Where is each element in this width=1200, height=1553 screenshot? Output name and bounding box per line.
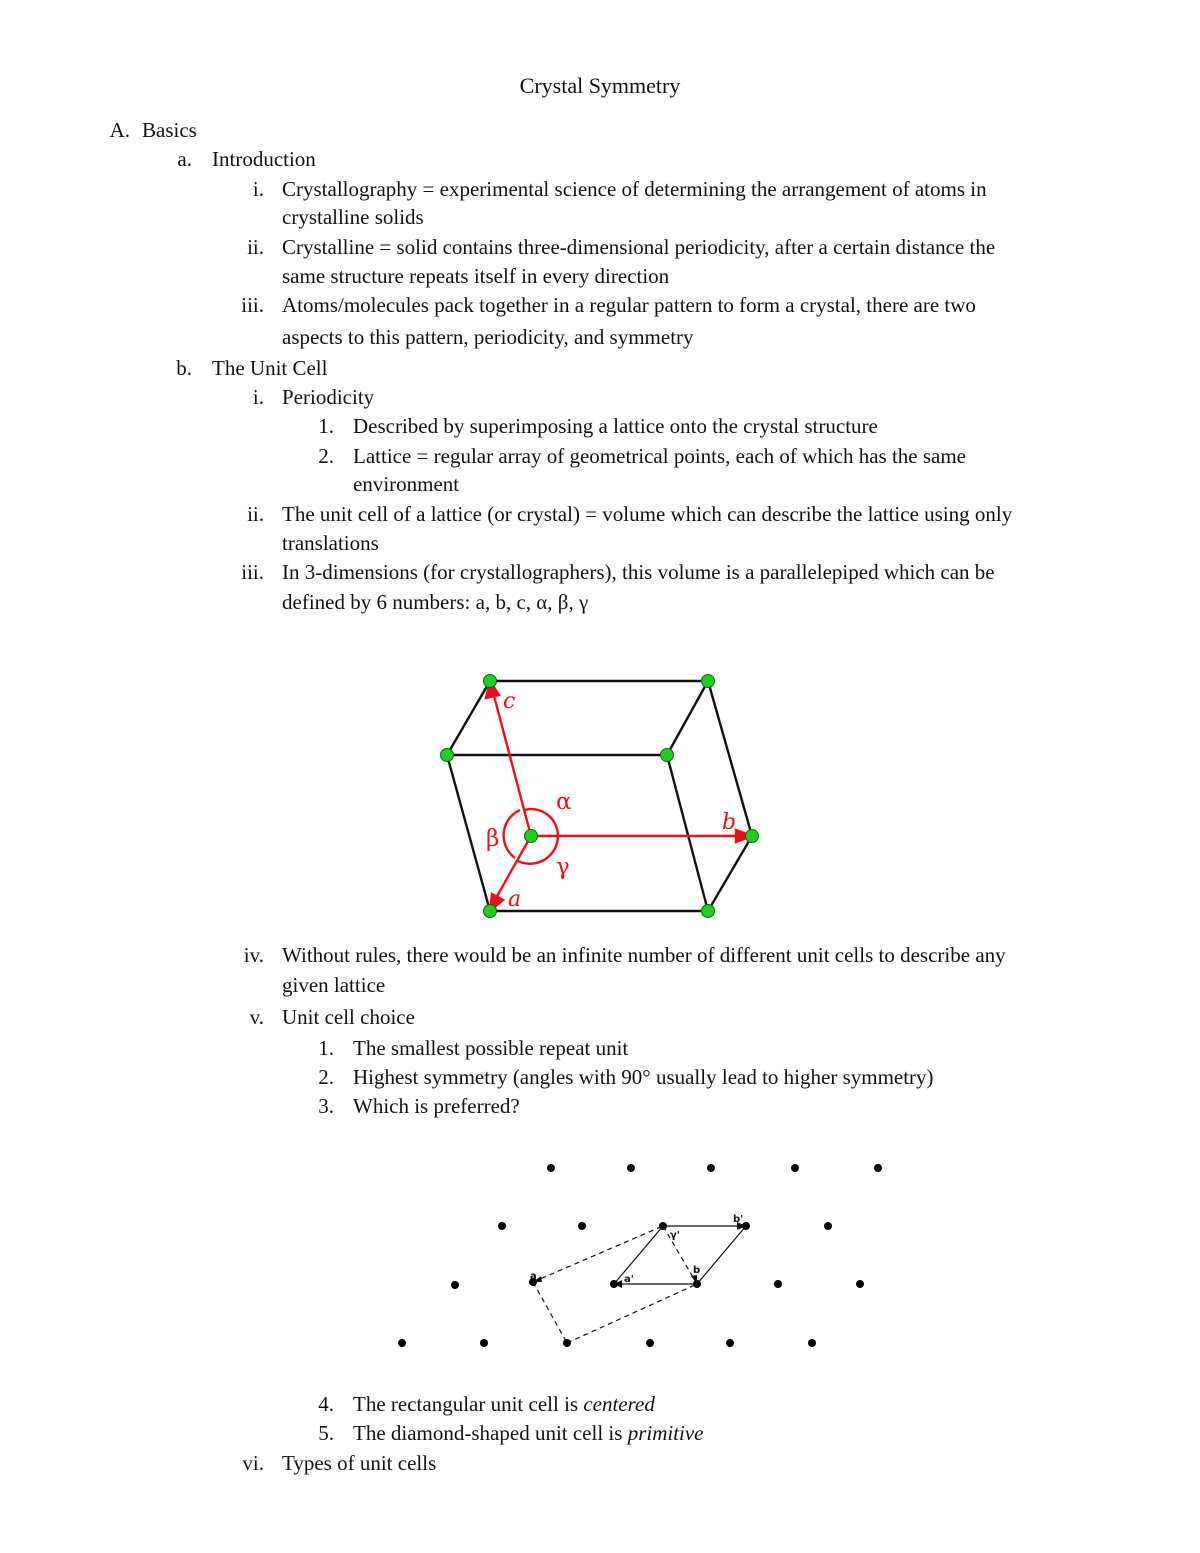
gamma-label: γ — [556, 854, 570, 880]
numbered-marker: 3. — [318, 1094, 334, 1118]
subsection-b-marker: b. — [176, 356, 192, 380]
list-item-marker: ii. — [247, 502, 264, 526]
lattice-point — [547, 1164, 555, 1172]
list-item-text: In 3-dimensions (for crystallographers), this volume is a parallelepiped which can be — [282, 560, 995, 584]
numbered-text: Lattice = regular array of geometrical points, each of which has the same — [353, 444, 966, 468]
list-item-text: Periodicity — [282, 385, 375, 409]
rectangular-cell-edge — [533, 1226, 663, 1282]
b-prime-label: b' — [733, 1214, 744, 1225]
list-item-text: Without rules, there would be an infinite number of different unit cells to describe any — [282, 943, 1006, 967]
emphasis-primitive: primitive — [627, 1421, 704, 1445]
emphasis-centered: centered — [583, 1392, 655, 1416]
subsection-a-heading: Introduction — [212, 147, 316, 171]
b-label: b — [693, 1265, 701, 1276]
section-a-marker: A. — [109, 118, 130, 142]
list-item-text: Unit cell choice — [282, 1005, 415, 1029]
lattice-point — [874, 1164, 882, 1172]
list-item-text: crystalline solids — [282, 205, 424, 229]
rectangular-cell-edge — [533, 1282, 567, 1343]
list-item-text: same structure repeats itself in every direction — [282, 264, 670, 288]
numbered-marker: 5. — [318, 1421, 334, 1445]
list-item-marker: i. — [252, 177, 264, 201]
numbered-marker: 1. — [318, 1036, 334, 1060]
gamma-prime-label: γ' — [670, 1230, 680, 1241]
numbered-text — [353, 1421, 704, 1445]
lattice-point — [774, 1280, 782, 1288]
numbered-text: The smallest possible repeat unit — [353, 1036, 629, 1060]
list-item-text: aspects to this pattern, periodicity, and symmetry — [282, 325, 694, 349]
a-prime-label: a' — [624, 1274, 634, 1285]
numbered-marker: 2. — [318, 444, 334, 468]
list-item-marker: vi. — [242, 1451, 264, 1475]
lattice-point — [707, 1164, 715, 1172]
lattice-point — [856, 1280, 864, 1288]
lattice-point — [791, 1164, 799, 1172]
numbered-text-plain: The rectangular unit cell is — [353, 1392, 584, 1416]
lattice-point — [627, 1164, 635, 1172]
lattice-point — [398, 1339, 406, 1347]
list-item-text: Atoms/molecules pack together in a regular pattern to form a crystal, there are two — [282, 293, 976, 317]
list-item-marker: iii. — [241, 560, 264, 584]
b-axis-label: b — [722, 810, 737, 835]
rectangular-cell-edge — [663, 1226, 697, 1284]
lattice-point — [451, 1281, 459, 1289]
list-item-text: The unit cell of a lattice (or crystal) = volume which can describe the lattice using only — [282, 502, 1013, 526]
list-item-marker: i. — [252, 385, 264, 409]
list-item-marker: ii. — [247, 235, 264, 259]
subsection-a-marker: a. — [177, 147, 192, 171]
diamond-cell-edge — [697, 1226, 746, 1284]
numbered-marker: 1. — [318, 414, 334, 438]
rectangular-cell-edge — [567, 1284, 697, 1343]
lattice-point — [646, 1339, 654, 1347]
alpha-label: α — [556, 789, 572, 815]
numbered-text: environment — [353, 472, 460, 496]
list-item-text: translations — [282, 531, 379, 555]
list-item-text: Crystallography = experimental science of determining the arrangement of atoms in — [282, 177, 987, 201]
numbered-marker: 4. — [318, 1392, 334, 1416]
numbered-text: Described by superimposing a lattice onto the crystal structure — [353, 414, 878, 438]
numbered-text: Which is preferred? — [353, 1094, 520, 1118]
diamond-cell-edge — [614, 1226, 663, 1284]
list-item-text: Crystalline = solid contains three-dimensional periodicity, after a certain distance the — [282, 235, 996, 259]
lattice-point — [824, 1222, 832, 1230]
lattice-points — [398, 1164, 882, 1347]
lattice-point — [578, 1222, 586, 1230]
lattice-point — [498, 1222, 506, 1230]
a-label: a — [530, 1271, 537, 1282]
page-title: Crystal Symmetry — [519, 73, 681, 98]
list-item-text: Types of unit cells — [282, 1451, 437, 1475]
subsection-b-heading: The Unit Cell — [212, 356, 328, 380]
numbered-text: Highest symmetry (angles with 90° usually lead to higher symmetry) — [353, 1065, 934, 1089]
list-item-marker: iii. — [241, 293, 264, 317]
numbered-marker: 2. — [318, 1065, 334, 1089]
lattice-point — [726, 1339, 734, 1347]
a-axis-label: a — [508, 887, 522, 912]
list-item-text: defined by 6 numbers: a, b, c, α, β, γ — [282, 590, 589, 614]
lattice-point — [808, 1339, 816, 1347]
lattice-point — [480, 1339, 488, 1347]
numbered-text-plain: The diamond-shaped unit cell is — [353, 1421, 628, 1445]
list-item-text: given lattice — [282, 973, 386, 997]
numbered-text — [353, 1392, 655, 1416]
list-item-marker: v. — [249, 1005, 264, 1029]
beta-label: β — [486, 826, 500, 852]
list-item-marker: iv. — [243, 943, 264, 967]
section-a-heading: Basics — [142, 118, 197, 142]
c-axis-label: c — [503, 689, 516, 714]
